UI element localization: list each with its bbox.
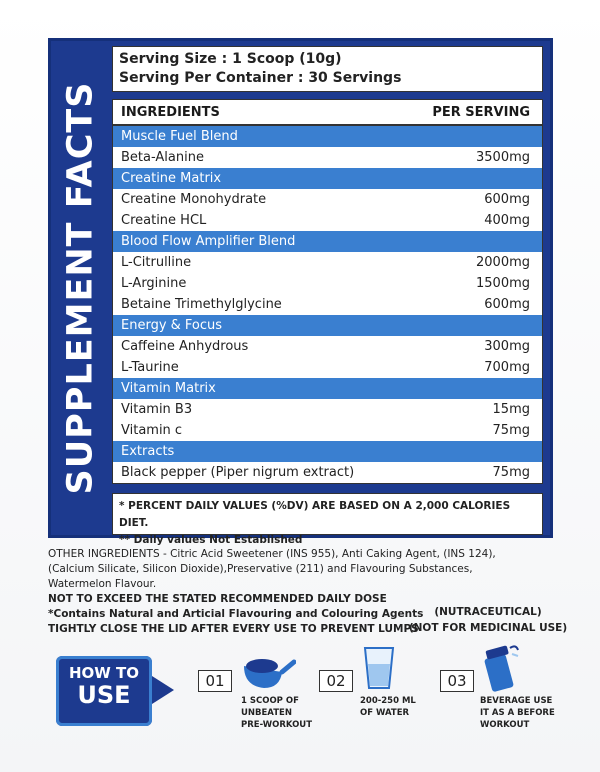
section-header: Creatine Matrix (113, 168, 542, 189)
use-text: USE (77, 681, 131, 709)
step-caption: 1 SCOOP OF UNBEATEN PRE-WORKOUT (241, 696, 313, 730)
ingredient-name: Creatine Monohydrate (121, 192, 267, 207)
ingredient-name: L-Arginine (121, 276, 187, 291)
ingredient-amount: 700mg (484, 360, 530, 375)
table-row (113, 399, 542, 420)
not-established-note: ** Daily values Not Established (119, 534, 303, 546)
water-glass-icon (362, 646, 396, 690)
nutra-line: (NUTRACEUTICAL) (434, 606, 542, 618)
serving-size: Serving Size : 1 Scoop (10g) (119, 51, 342, 67)
table-row (113, 294, 542, 315)
step-number: 03 (440, 670, 474, 692)
other-line: OTHER INGREDIENTS - Citric Acid Sweetener (INS 955), Anti Caking Agent, (INS 124), (48, 548, 496, 560)
warning-line: NOT TO EXCEED THE STATED RECOMMENDED DAILY DOSE (48, 593, 387, 605)
other-line: Watermelon Flavour. (48, 578, 157, 590)
ingredient-name: L-Citrulline (121, 255, 192, 270)
nutraceutical-label (408, 604, 568, 636)
ingredient-name: Black pepper (Piper nigrum extract) (121, 465, 355, 480)
step-caption: 200-250 ML OF WATER (360, 696, 416, 718)
daily-value-notes (112, 493, 543, 546)
ingredient-name: Caffeine Anhydrous (121, 339, 249, 354)
table-row (113, 147, 542, 168)
other-line: (Calcium Silicate, Silicon Dioxide),Preservative (211) and Flavouring Substances, (48, 563, 473, 575)
step-caption: BEVERAGE USE IT AS A BEFORE WORKOUT (480, 696, 555, 730)
section-header: Vitamin Matrix (113, 378, 542, 399)
ingredient-amount: 15mg (492, 402, 530, 417)
table-row (113, 210, 542, 231)
table-row (113, 336, 542, 357)
section-header: Energy & Focus (113, 315, 542, 336)
facts-table (112, 99, 543, 484)
ingredient-amount: 2000mg (476, 255, 530, 270)
table-row (113, 273, 542, 294)
ingredient-amount: 400mg (484, 213, 530, 228)
header-per-serving: PER SERVING (432, 105, 530, 120)
ingredient-name: Vitamin B3 (121, 402, 193, 417)
step-number: 01 (198, 670, 232, 692)
how-to-text: HOW TO (68, 664, 140, 682)
ingredient-amount: 75mg (492, 465, 530, 480)
nutra-line: (NOT FOR MEDICINAL USE) (408, 622, 568, 634)
warning-line: *Contains Natural and Articial Flavouring and Colouring Agents (48, 608, 424, 620)
section-header: Extracts (113, 441, 542, 462)
table-row (113, 189, 542, 210)
servings-per-container: Serving Per Container : 30 Servings (119, 70, 402, 86)
ingredient-amount: 600mg (484, 297, 530, 312)
how-to-use-badge (56, 656, 152, 726)
table-row (113, 252, 542, 273)
ingredient-amount: 600mg (484, 192, 530, 207)
title-text: SUPPLEMENT FACTS (60, 81, 101, 495)
scoop-icon (240, 650, 296, 694)
ingredient-name: Vitamin c (121, 423, 183, 438)
ingredient-amount: 1500mg (476, 276, 530, 291)
table-header (113, 100, 542, 126)
step-number: 02 (319, 670, 353, 692)
ingredient-amount: 3500mg (476, 150, 530, 165)
shaker-icon (480, 642, 520, 692)
ingredient-name: Beta-Alanine (121, 150, 204, 165)
ingredient-name: L-Taurine (121, 360, 179, 375)
section-header: Blood Flow Amplifier Blend (113, 231, 542, 252)
arrow-icon (152, 676, 174, 704)
section-header: Muscle Fuel Blend (113, 126, 542, 147)
ingredient-name: Creatine HCL (121, 213, 207, 228)
table-row (113, 357, 542, 378)
ingredient-amount: 75mg (492, 423, 530, 438)
table-row (113, 420, 542, 441)
warning-line: TIGHTLY CLOSE THE LID AFTER EVERY USE TO PREVENT LUMPS (48, 623, 419, 635)
dv-note: * PERCENT DAILY VALUES (%DV) ARE BASED ON A 2,000 CALORIES DIET. (119, 500, 511, 529)
ingredient-amount: 300mg (484, 339, 530, 354)
serving-box (112, 46, 543, 92)
table-row (113, 462, 542, 483)
header-ingredients: INGREDIENTS (121, 105, 220, 120)
ingredient-name: Betaine Trimethylglycine (121, 297, 282, 312)
vertical-title (50, 38, 110, 538)
